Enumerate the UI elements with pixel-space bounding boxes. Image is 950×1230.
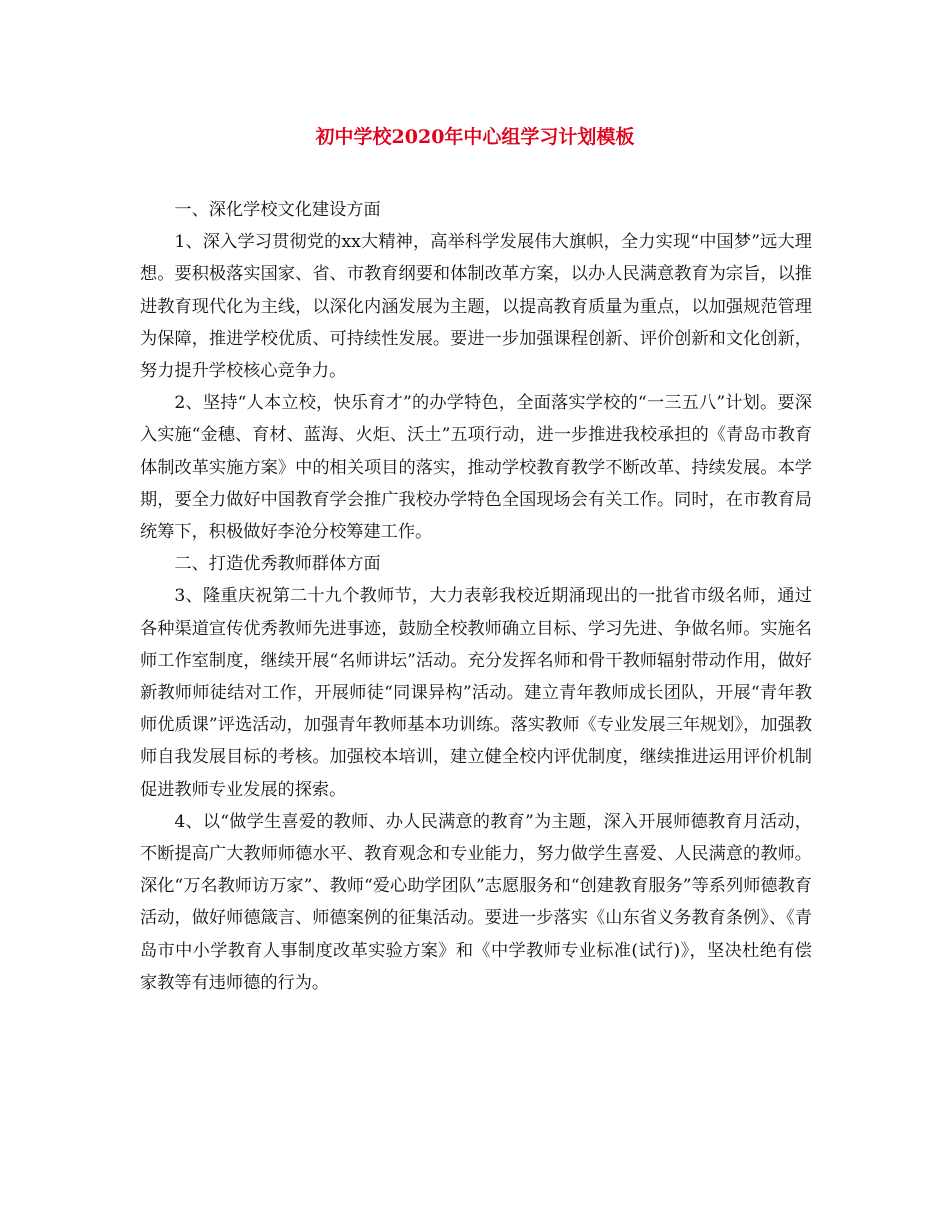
document-title: 初中学校2020年中心组学习计划模板 xyxy=(315,126,635,148)
paragraph-3: 3、隆重庆祝第二十九个教师节，大力表彰我校近期涌现出的一批省市级名师，通过各种渠道宣传优秀教师先进事迹，鼓励全校教师确立目标、学习先进、争做名师。实施名师工作室制度，继续开展“名师讲坛”活动。充分发挥名师和骨干教师辐射带动作用，做好新教师师徒结对工作，开展师徒“同课异构”活动。建立青年教师成长团队，开展“青年教师优质课”评选活动，加强青年教师基本功训练。落实教师《专业发展三年规划》，加强教师自我发展目标的考核。加强校本培训，建立健全校内评优制度，继续推进运用评价机制促进教师专业发展的探索。 xyxy=(140,586,812,800)
paragraph-4: 4、以“做学生喜爱的教师、办人民满意的教育”为主题，深入开展师德教育月活动，不断提高广大教师师德水平、教育观念和专业能力，努力做学生喜爱、人民满意的教师。深化“万名教师访万家”、教师“爱心助学团队”志愿服务和“创建教育服务”等系列师德教育活动，做好师德箴言、师德案例的征集活动。要进一步落实《山东省义务教育条例》、《青岛市中小学教育人事制度改革实验方案》和《中学教师专业标准(试行)》，坚决杜绝有偿家教等有违师德的行为。 xyxy=(140,811,812,993)
section-heading-teachers: 二、打造优秀教师群体方面 xyxy=(174,554,381,575)
paragraph-1: 1、深入学习贯彻党的xx大精神，高举科学发展伟大旗帜，全力实现“中国梦”远大理想。要积极落实国家、省、市教育纲要和体制改革方案，以办人民满意教育为宗旨，以推进教育现代化为主线，以深化内涵发展为主题，以提高教育质量为重点，以加强规范管理为保障，推进学校优质、可持续性发展。要进一步加强课程创新、评价创新和文化创新，努力提升学校核心竞争力。 xyxy=(140,232,812,382)
paragraph-2: 2、坚持“人本立校，快乐育才”的办学特色，全面落实学校的“一三五八”计划。要深入实施“金穗、育材、蓝海、火炬、沃土”五项行动，进一步推进我校承担的《青岛市教育体制改革实施方案》中的相关项目的落实，推动学校教育教学不断改革、持续发展。本学期，要全力做好中国教育学会推广我校办学特色全国现场会有关工作。同时，在市教育局统筹下，积极做好李沧分校筹建工作。 xyxy=(140,393,812,543)
section-heading-culture: 一、深化学校文化建设方面 xyxy=(174,200,381,220)
document-body xyxy=(140,194,812,999)
